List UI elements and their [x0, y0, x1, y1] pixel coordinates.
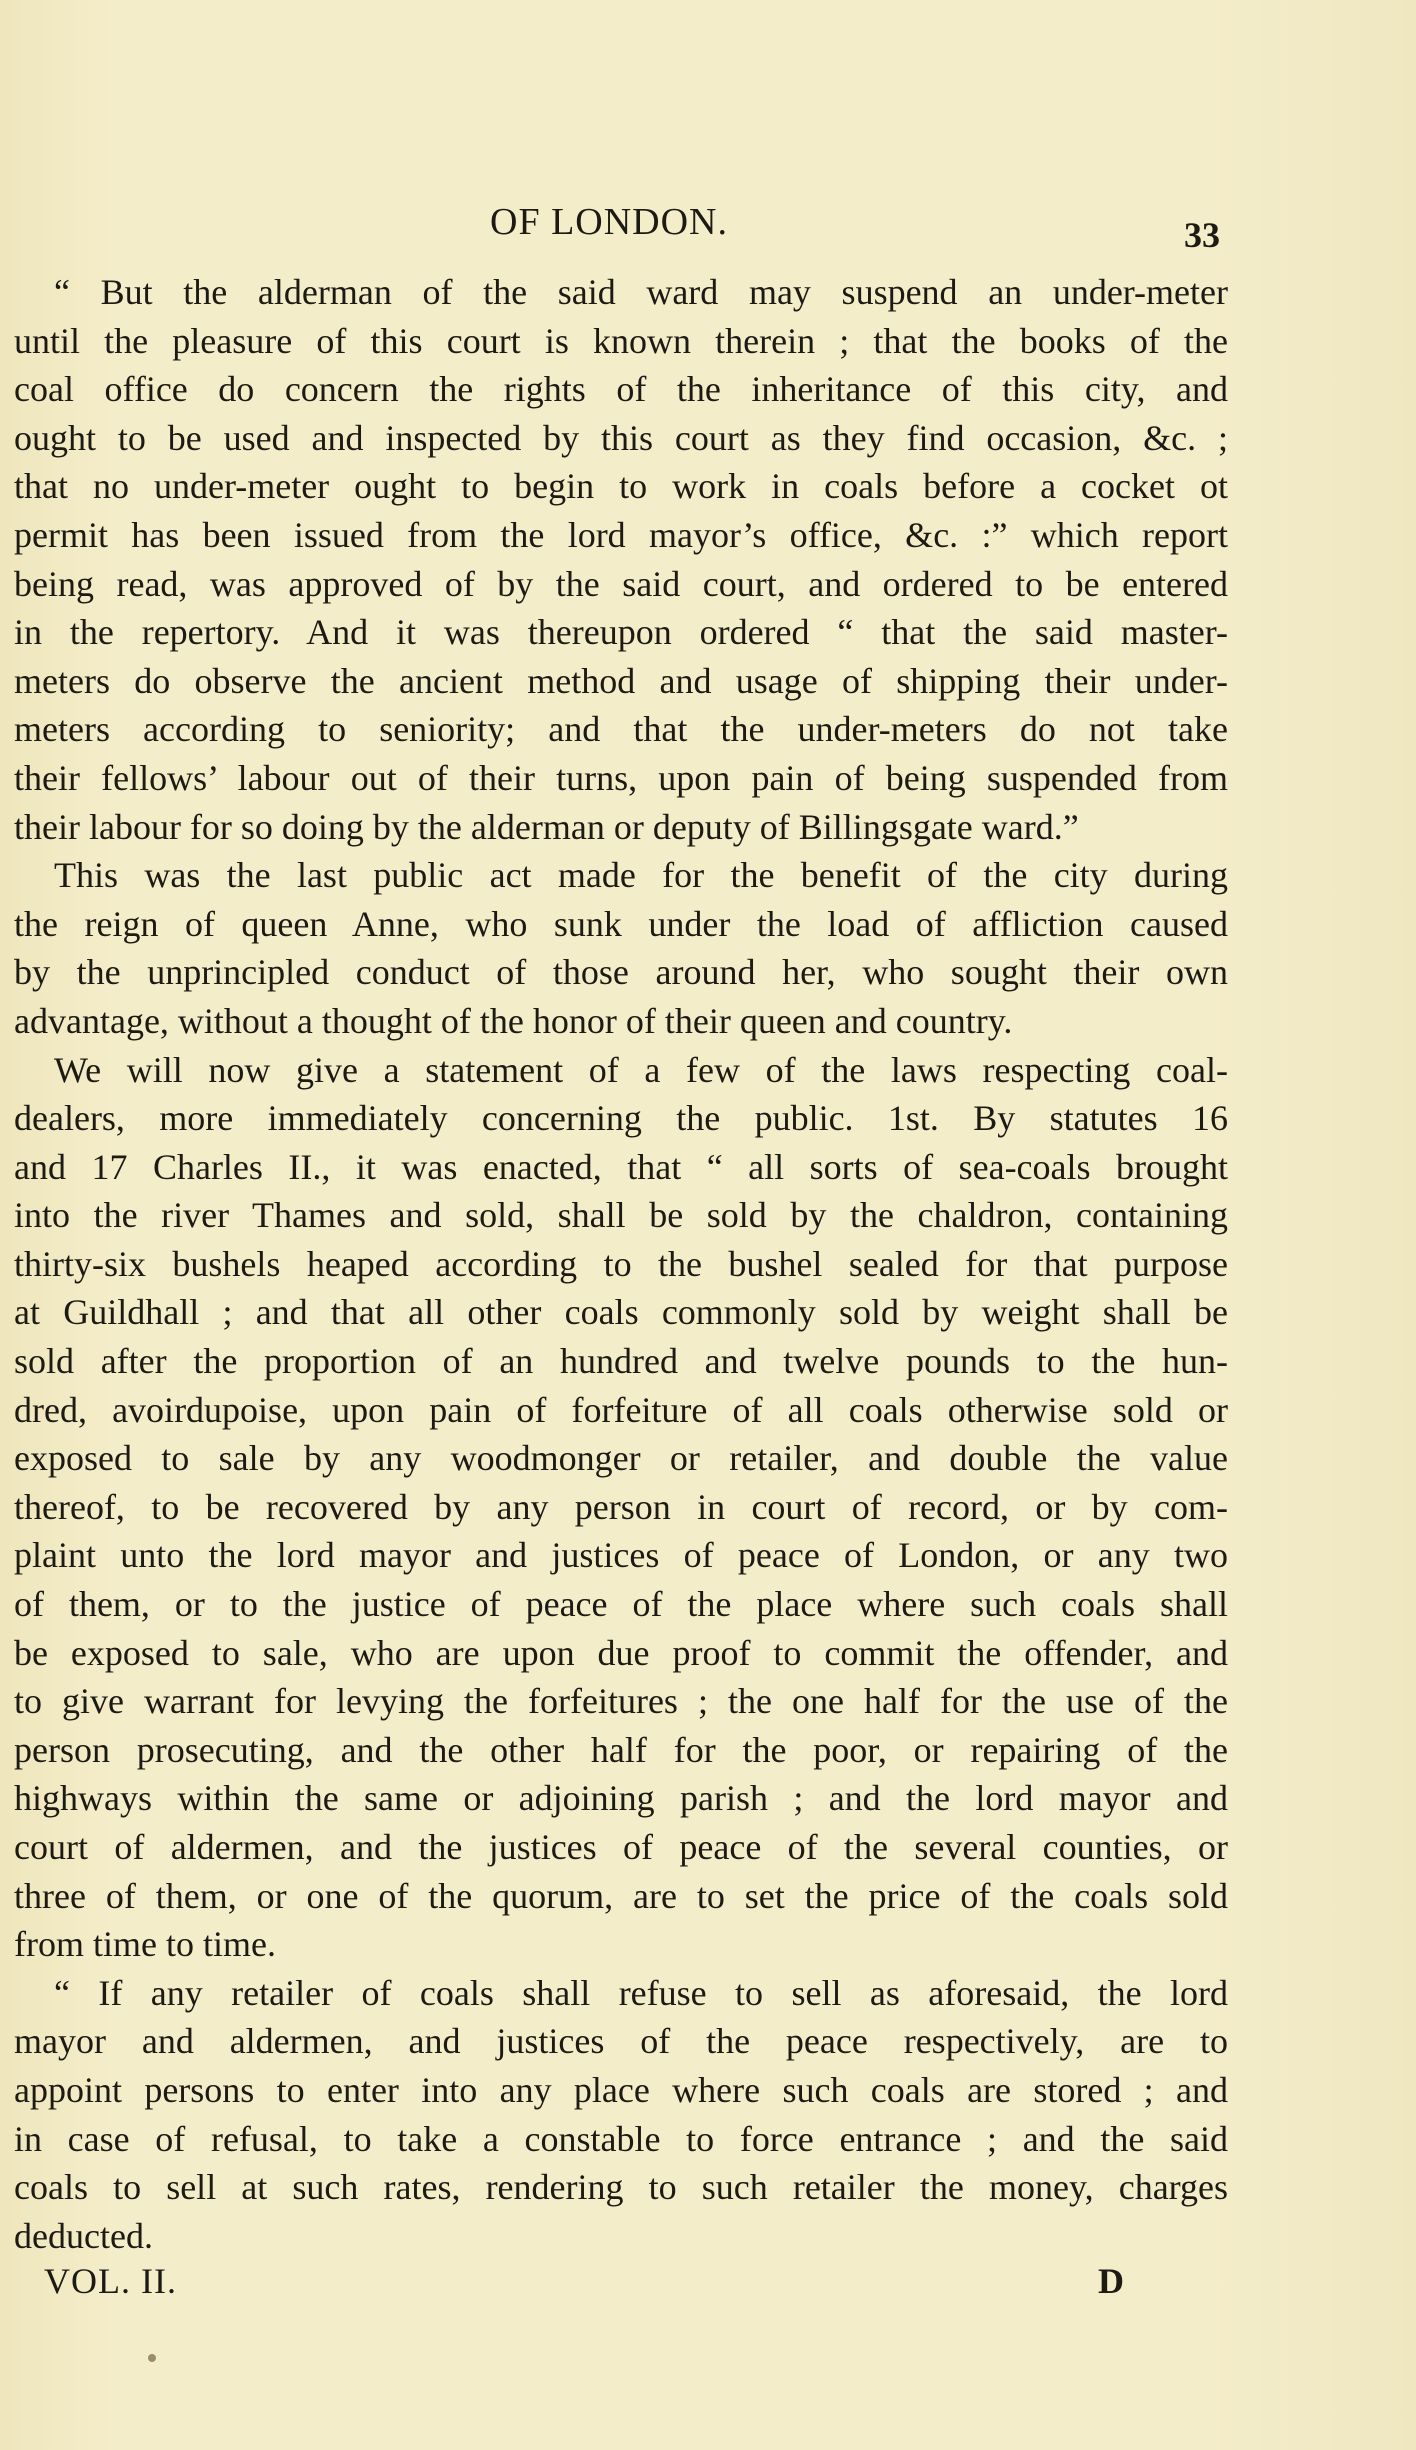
text-line: advantage, without a thought of the honor of their queen and country.	[14, 1000, 1013, 1041]
text-line: We will now give a statement of a few of the laws respecting coal-	[54, 1049, 1228, 1090]
text-line: “ If any retailer of coals shall refuse to sell as aforesaid, the lord	[54, 1972, 1228, 2013]
volume-mark: VOL. II.	[44, 2261, 177, 2301]
text-line: dealers, more immediately concerning the public. 1st. By statutes 16	[14, 1098, 1228, 1139]
text-line: meters do observe the ancient method and usage of shipping their under-	[14, 660, 1228, 701]
text-line: their labour for so doing by the alderman or deputy of Billingsgate ward.”	[14, 806, 1079, 847]
text-line: appoint persons to enter into any place where such coals are stored ; and	[14, 2069, 1228, 2110]
text-line: until the pleasure of this court is known therein ; that the books of the	[14, 320, 1228, 361]
text-line: their fellows’ labour out of their turns, upon pain of being suspended from	[14, 757, 1228, 798]
text-line: ought to be used and inspected by this court as they find occasion, &c. ;	[14, 417, 1228, 458]
text-line: to give warrant for levying the forfeitures ; the one half for the use of the	[14, 1681, 1228, 1722]
text-line: “ But the alderman of the said ward may suspend an under-meter	[54, 272, 1228, 312]
text-line: in case of refusal, to take a constable to force entrance ; and the said	[14, 2118, 1228, 2159]
signature-mark: D	[1098, 2261, 1124, 2301]
text-line: of them, or to the justice of peace of the place where such coals shall	[14, 1584, 1228, 1625]
text-line: coals to sell at such rates, rendering to such retailer the money, charges	[14, 2167, 1228, 2208]
paper-speck	[148, 2354, 156, 2362]
text-line: in the repertory. And it was thereupon ordered “ that the said master-	[14, 612, 1228, 653]
text-line: mayor and aldermen, and justices of the peace respectively, are to	[14, 2021, 1228, 2062]
text-line: court of aldermen, and the justices of peace of the several counties, or	[14, 1827, 1228, 1867]
text-line: sold after the proportion of an hundred and twelve pounds to the hun-	[14, 1341, 1228, 1382]
text-line: coal office do concern the rights of the inheritance of this city, and	[14, 369, 1228, 410]
text-line: thirty-six bushels heaped according to the bushel sealed for that purpose	[14, 1243, 1228, 1284]
page-header	[0, 200, 1416, 260]
text-line: dred, avoirdupoise, upon pain of forfeiture of all coals otherwise sold or	[14, 1389, 1228, 1430]
page-footer	[0, 2260, 1416, 2320]
text-line: the reign of queen Anne, who sunk under the load of affliction caused	[14, 903, 1228, 944]
text-line: highways within the same or adjoining parish ; and the lord mayor and	[14, 1778, 1228, 1819]
text-line: at Guildhall ; and that all other coals commonly sold by weight shall be	[14, 1292, 1228, 1333]
text-line: person prosecuting, and the other half for the poor, or repairing of the	[14, 1729, 1228, 1770]
text-line: that no under-meter ought to begin to work in coals before a cocket ot	[14, 466, 1228, 507]
text-line: by the unprincipled conduct of those around her, who sought their own	[14, 952, 1228, 993]
text-line: deducted.	[14, 2215, 153, 2256]
text-line: being read, was approved of by the said court, and ordered to be entered	[14, 563, 1228, 604]
text-line: into the river Thames and sold, shall be sold by the chaldron, containing	[14, 1195, 1228, 1236]
text-line: be exposed to sale, who are upon due proof to commit the offender, and	[14, 1632, 1228, 1673]
text-line: meters according to seniority; and that the under-meters do not take	[14, 709, 1228, 750]
text-line: This was the last public act made for the benefit of the city during	[54, 855, 1228, 896]
text-line: and 17 Charles II., it was enacted, that “ all sorts of sea-coals brought	[14, 1146, 1228, 1187]
text-line: plaint unto the lord mayor and justices of peace of London, or any two	[14, 1535, 1228, 1576]
running-head: OF LONDON.	[490, 201, 728, 243]
body-text	[14, 268, 1228, 2260]
text-line: thereof, to be recovered by any person in court of record, or by com-	[14, 1486, 1228, 1527]
text-line: permit has been issued from the lord mayor’s office, &c. :” which report	[14, 514, 1228, 555]
page-number: 33	[1184, 215, 1220, 255]
text-line: three of them, or one of the quorum, are to set the price of the coals sold	[14, 1875, 1228, 1916]
text-line: exposed to sale by any woodmonger or retailer, and double the value	[14, 1438, 1228, 1479]
text-line: from time to time.	[14, 1924, 276, 1965]
